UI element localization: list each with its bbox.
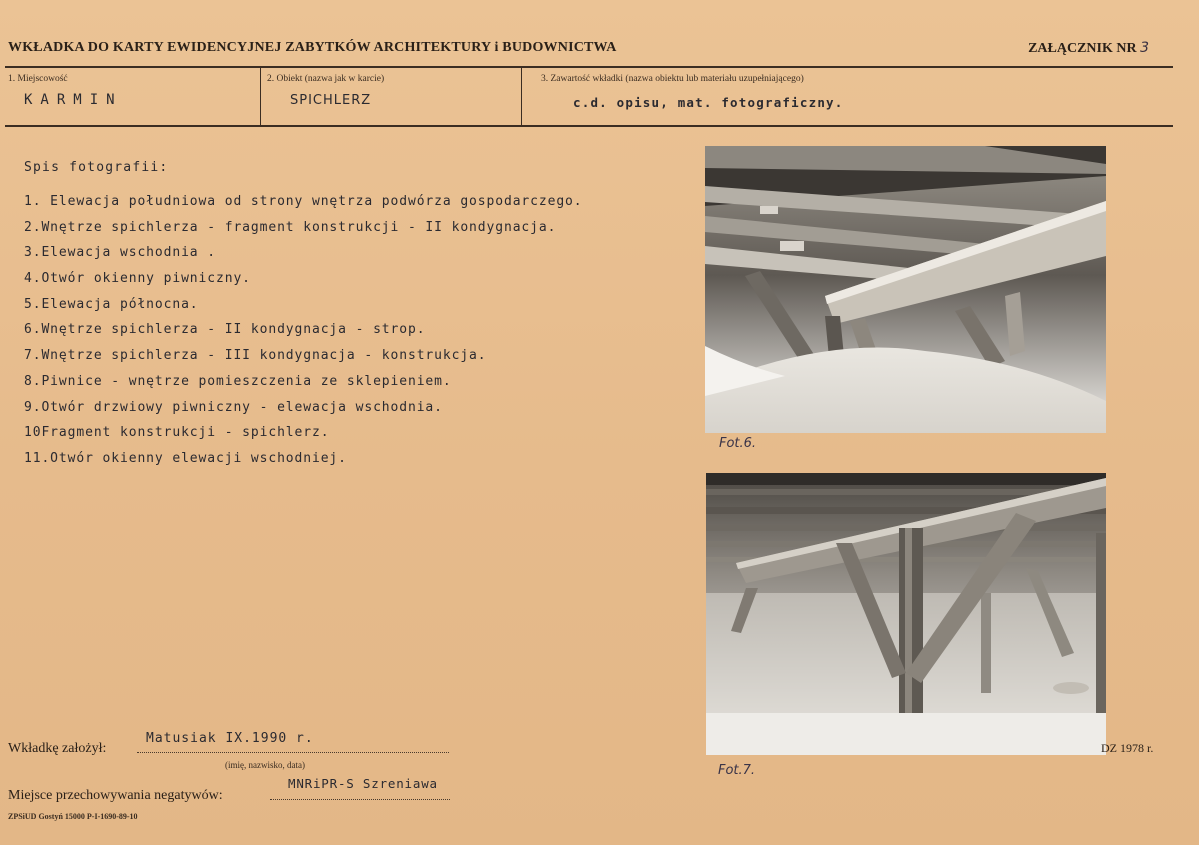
photo-granary-ceiling-image — [705, 146, 1106, 433]
created-by-sublabel: (imię, nazwisko, data) — [225, 760, 305, 770]
header-rule-top — [5, 66, 1173, 68]
photo-granary-ceiling — [705, 146, 1106, 433]
negative-storage-label: Miejsce przechowywania negatywów: — [8, 788, 223, 803]
locality-label: 1. Miejscowość — [8, 74, 68, 84]
photo-list-item: 9.Otwór drzwiowy piwniczny - elewacja wschodnia. — [24, 399, 443, 415]
form-edition-fragment: DZ 1978 r. — [1101, 741, 1154, 755]
photo-list-item: 3.Elewacja wschodnia . — [24, 245, 216, 261]
photo-list-item: 5.Elewacja północna. — [24, 296, 199, 312]
locality-value: KARMIN — [24, 92, 123, 108]
contents-value: c.d. opisu, mat. fotograficzny. — [573, 95, 844, 110]
object-value: SPICHLERZ — [290, 93, 372, 108]
field-divider-2 — [521, 68, 522, 125]
created-by-label: Wkładkę założył: — [8, 741, 107, 756]
contents-label: 3. Zawartość wkładki (nazwa obiektu lub materiału uzupełniającego) — [541, 74, 804, 84]
photo-caption-1: Fot.6. — [719, 436, 757, 451]
photo-list-item: 1. Elewacja południowa od strony wnętrza podwórza gospodarczego. — [24, 194, 583, 209]
field-divider-1 — [260, 68, 261, 125]
photo-list-item: 10Fragment konstrukcji - spichlerz. — [24, 425, 330, 441]
photo-list-item: 6.Wnętrze spichlerza - II kondygnacja - strop. — [24, 322, 426, 338]
photo-list-item: 4.Otwór okienny piwniczny. — [24, 271, 251, 287]
negative-storage-value: MNRiPR-S Szreniawa — [288, 776, 438, 791]
photo-granary-structure — [706, 473, 1106, 755]
photo-list-heading: Spis fotografii: — [24, 160, 169, 175]
print-code: ZPSiUD Gostyń 15000 P-I-1690-89-10 — [8, 812, 138, 821]
photo-caption-2: Fot.7. — [718, 763, 756, 778]
negative-storage-line — [270, 799, 450, 800]
created-by-value: Matusiak IX.1990 r. — [146, 731, 314, 746]
annex-number-value: 3 — [1140, 40, 1149, 56]
form-title: WKŁADKA DO KARTY EWIDENCYJNEJ ZABYTKÓW ARCHITEKTURY i BUDOWNICTWA — [8, 40, 617, 55]
created-by-line — [137, 752, 449, 753]
annex-number — [1028, 40, 1149, 57]
photo-list — [24, 192, 583, 475]
header-rule-bottom — [5, 125, 1173, 127]
photo-list-item: 2.Wnętrze spichlerza - fragment konstrukcji - II kondygnacja. — [24, 219, 557, 235]
object-label: 2. Obiekt (nazwa jak w karcie) — [267, 74, 385, 84]
photo-list-item: 11.Otwór okienny elewacji wschodniej. — [24, 450, 347, 466]
photo-list-item: 7.Wnętrze spichlerza - III kondygnacja - konstrukcja. — [24, 348, 487, 364]
photo-list-item: 8.Piwnice - wnętrze pomieszczenia ze sklepieniem. — [24, 373, 452, 389]
annex-label: ZAŁĄCZNIK NR — [1028, 41, 1137, 56]
photo-granary-structure-image — [706, 473, 1106, 755]
